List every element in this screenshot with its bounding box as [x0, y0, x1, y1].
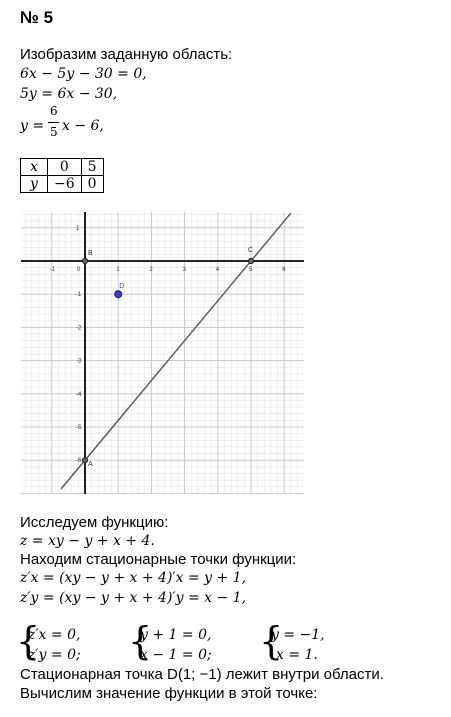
equation-2: 5y = 6x − 30, [20, 86, 118, 102]
y-tick-label: -5 [76, 425, 82, 431]
y-tick-label: -1 [76, 292, 82, 299]
investigate-text: Исследуем функцию: [20, 514, 169, 531]
point-d [115, 291, 122, 298]
system-2-line-1: y + 1 = 0, [140, 627, 212, 643]
compute-text: Вычислим значение функции в этой точке: [20, 685, 318, 702]
point-label: C [248, 247, 254, 254]
system-2-line-2: x − 1 = 0; [140, 647, 212, 663]
value-table [20, 158, 104, 193]
table-cell: −6 [48, 176, 82, 193]
x-tick-label: -1 [49, 267, 56, 273]
system-3-line-1: y = −1, [271, 627, 325, 643]
system-3-line-2: x = 1. [276, 647, 318, 663]
system-brace: { [259, 619, 284, 663]
equation-3-numerator: 6 [50, 104, 58, 118]
y-tick-label: 1 [76, 225, 80, 232]
y-tick-label: -2 [76, 325, 82, 332]
point-b [82, 258, 87, 263]
x-tick-label: 3 [182, 267, 186, 273]
system-1-line-2: z′y = 0; [28, 647, 81, 663]
equation-3-rhs: x − 6, [62, 118, 104, 134]
x-tick-label: 1 [116, 267, 120, 273]
point-label: B [88, 250, 93, 257]
point-a [82, 458, 87, 463]
conclusion-text: Стационарная точка D(1; −1) лежит внутри области. [20, 666, 384, 683]
equation-3-denominator: 5 [50, 125, 58, 139]
y-tick-label: -3 [76, 358, 82, 365]
partial-derivative-y: z′y = (xy − y + x + 4)′y = x − 1, [20, 590, 247, 606]
equation-3-lhs: y = [20, 118, 45, 134]
point-label: D [119, 283, 125, 291]
system-1-line-1: z′x = 0, [28, 627, 81, 643]
table-cell: 0 [48, 159, 82, 176]
problem-number: № 5 [20, 8, 54, 27]
partial-derivative-x: z′x = (xy − y + x + 4)′x = y + 1, [20, 570, 247, 586]
equation-1: 6x − 5y − 30 = 0, [20, 66, 147, 82]
x-tick-label: 4 [215, 267, 220, 273]
y-tick-label: -4 [76, 391, 82, 398]
x-tick-label: 6 [282, 267, 286, 273]
table-row [21, 159, 104, 176]
table-cell: 0 [81, 176, 103, 193]
intro-text: Изобразим заданную область: [20, 46, 233, 63]
table-cell: 5 [81, 159, 103, 176]
y-tick-label: -6 [76, 458, 82, 465]
graph-svg [21, 212, 304, 494]
table-row [21, 176, 104, 193]
fraction-bar [48, 122, 59, 123]
coordinate-graph [21, 212, 304, 494]
table-cell: x [21, 159, 48, 176]
x-tick-label: 0 [77, 267, 81, 273]
function-definition: z = xy − y + x + 4. [20, 533, 155, 549]
x-tick-label: 2 [149, 267, 153, 273]
table-cell: y [21, 176, 48, 193]
point-label: A [88, 461, 93, 469]
point-c [248, 258, 253, 263]
system-brace: { [16, 619, 41, 663]
find-stationary-text: Находим стационарные точки функции: [20, 551, 297, 568]
x-tick-label: 5 [249, 267, 253, 273]
system-brace: { [128, 619, 153, 663]
